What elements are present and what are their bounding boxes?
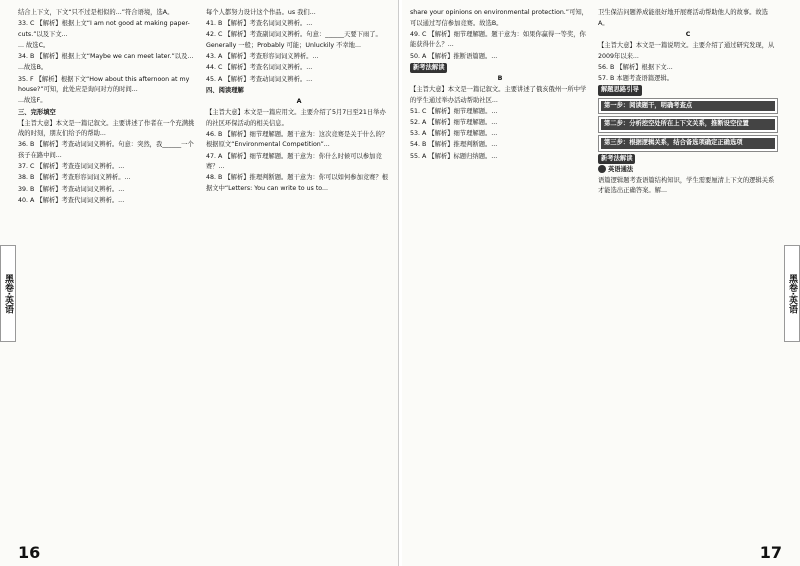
paragraph: 每个人都努力设计这个作品。us 我们... — [206, 9, 316, 16]
answer-item: 41. B 【解析】考查名词词义辨析。... — [206, 20, 313, 28]
answer-item: 38. B 【解析】考查形容词词义辨析。... — [18, 174, 131, 182]
paragraph: ... 故选C。 — [18, 41, 50, 49]
answer-item: 53. A 【解析】细节理解题。... — [410, 130, 498, 138]
left-page — [0, 0, 399, 566]
section-heading: 四、阅读理解 — [206, 86, 244, 94]
side-tab: 黑卷·英语 — [0, 245, 16, 342]
answer-item: 49. C 【解析】细节理解题。题干意为：如果你赢得一等奖，你能获得什么？... — [410, 30, 586, 49]
section-heading: 三、完形填空 — [18, 108, 56, 116]
answer-item: 48. B 【解析】推理判断题。题干意为：你可以如何参加竞赛？根据文中“Letters: You can write to us to... — [206, 174, 389, 193]
step-box-2 — [598, 116, 778, 133]
page-number: 17 — [759, 543, 782, 562]
answer-item: 34. B 【解析】根据上文“Maybe we can meet later.”以及... — [18, 53, 194, 61]
left-column-2 — [206, 8, 392, 195]
step-heading: 第二步：分析挖空处所在上下文关系，推断设空位置 — [601, 119, 775, 130]
answer-item: 33. C 【解析】根据上文“I am not good at making paper-cuts.”以及下文... — [18, 20, 190, 38]
left-column-1 — [18, 8, 198, 207]
answer-item: 51. C 【解析】细节理解题。... — [410, 107, 498, 115]
answer-item: 46. B 【解析】细节理解题。题干意为：这次竞赛是关于什么的？根据原文“Environmental Competition”... — [206, 130, 389, 149]
answer-item: 50. A 【解析】推断语篇题。... — [410, 52, 498, 60]
answer-item: 39. B 【解析】考查动词词义辨析。... — [18, 185, 125, 193]
answer-item: 36. B 【解析】考查动词词义辨析。句意：突然，我______一个孩子在路中间... — [18, 141, 194, 160]
answer-item: 54. B 【解析】推理判断题。... — [410, 141, 498, 149]
paragraph: 结合上下文，下文“只不过是相似的...”符合语境，选A。 — [18, 9, 174, 16]
side-tab: 黑卷·英语 — [784, 245, 800, 342]
step-heading: 第三步：根据逻辑关系，结合备选项确定正确选项 — [601, 138, 775, 149]
page-number: 16 — [18, 543, 41, 562]
summary-paragraph: 【主旨大意】本文是一篇记叙文。主要讲述了俄亥俄州一所中学的学生通过举办活动帮助社区... — [410, 86, 587, 104]
step-box-3 — [598, 135, 778, 152]
new-method-badge: 新考法解读 — [598, 154, 635, 165]
answer-item: 37. C 【解析】考查连词词义辨析。... — [18, 163, 125, 171]
answer-item: 44. C 【解析】考查名词词义辨析。... — [206, 64, 313, 72]
section-label: 英语通法 — [608, 165, 634, 173]
summary-paragraph: 【主旨大意】本文是一篇说明文。主要介绍了通过研究发现，从2009年以来... — [598, 41, 775, 60]
paragraph: share your opinions on environmental protection.”可知，可以通过写信参加竞赛。故选B。 — [410, 9, 588, 27]
paragraph: 卫生保洁问题养成能很好地开展赛活动帮助他人的故事。故选A。 — [598, 9, 769, 27]
answer-item: 45. A 【解析】考查动词词义辨析。... — [206, 75, 313, 83]
summary-paragraph: 【主旨大意】本文是一篇记叙文。主要讲述了作者在一个充满挑战的时刻，朋友们给予的帮助... — [18, 119, 195, 138]
answer-item: 57. B 本题考查语篇逻辑。 — [598, 74, 674, 82]
answer-item: 42. C 【解析】考查副词词义辨析。句意：______天要下雨了。Generally 一般；Probably 可能；Unluckily 不幸地... — [206, 31, 382, 49]
answer-item: 56. B 【解析】根据下文... — [598, 63, 673, 71]
new-method-badge: 新考法解读 — [410, 63, 447, 74]
answer-item: 52. A 【解析】细节理解题。... — [410, 119, 498, 127]
answer-item: 35. F 【解析】根据下文“How about this afternoon at my house?”可知，此处应是询问对方的时间... — [18, 75, 190, 94]
info-icon — [598, 165, 606, 173]
right-column-2 — [598, 8, 778, 198]
summary-paragraph: 【主旨大意】本文是一篇应用文。主要介绍了5月7日至21日举办的社区环保活动的相关信息。 — [206, 109, 386, 127]
paragraph: 语篇逻辑题考查语篇结构知识，学生需要厘清上下文的逻辑关系才能选出正确答案。解... — [598, 176, 775, 195]
solution-guide-badge: 解题思路引导 — [598, 85, 642, 96]
paragraph: ...故选F。 — [18, 97, 47, 105]
answer-item: 40. A 【解析】考查代词词义辨析。... — [18, 196, 125, 204]
right-column-1 — [410, 8, 590, 163]
passage-letter: C — [685, 30, 691, 38]
right-page — [402, 0, 800, 566]
step-box-1 — [598, 98, 778, 115]
answer-item: 47. A 【解析】细节理解题。题干意为：你什么时候可以参加竞赛？... — [206, 152, 382, 171]
passage-letter: B — [497, 74, 503, 82]
paragraph: ...故选B。 — [18, 64, 48, 72]
passage-letter: A — [296, 97, 302, 105]
answer-item: 43. A 【解析】考查形容词词义辨析。... — [206, 53, 319, 61]
answer-item: 55. A 【解析】标题归纳题。... — [410, 152, 498, 160]
step-heading: 第一步：阅读题干，明确考查点 — [601, 101, 775, 112]
